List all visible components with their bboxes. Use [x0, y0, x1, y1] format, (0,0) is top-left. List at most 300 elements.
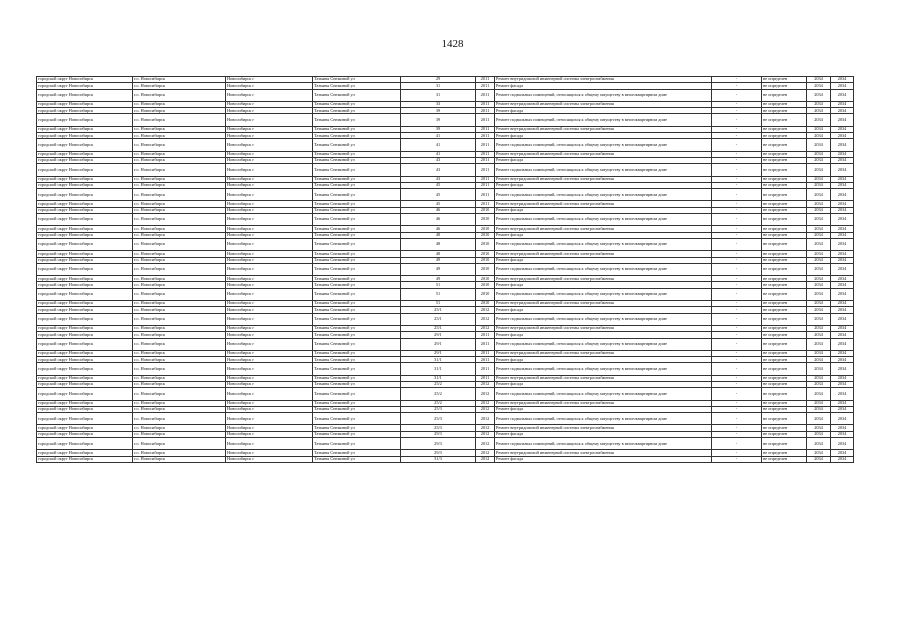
house-number-cell: 31: [401, 89, 476, 101]
street-cell: Татьяны Снежиной ул: [313, 288, 401, 300]
district-cell: городской округ Новосибирск: [37, 400, 133, 406]
dash-cell: -: [712, 157, 762, 163]
settlement-cell: г.о. Новосибирск: [133, 413, 226, 425]
work-type-cell: Ремонт фасада: [495, 133, 712, 139]
dash-cell: -: [712, 313, 762, 325]
settlement-cell: г.о. Новосибирск: [133, 357, 226, 363]
city-cell: Новосибирск г: [226, 151, 313, 157]
work-type-cell: Ремонт внутридомовой инженерной системы электроснабжения: [495, 375, 712, 381]
plan-year-start-cell: 2034: [807, 77, 831, 83]
status-cell: не определен: [762, 276, 807, 282]
status-cell: не определен: [762, 400, 807, 406]
street-cell: Татьяны Снежиной ул: [313, 89, 401, 101]
house-number-cell: 25/2: [401, 388, 476, 400]
build-year-cell: 2012: [476, 381, 495, 387]
plan-year-start-cell: 2034: [807, 108, 831, 114]
house-number-cell: 25/1: [401, 307, 476, 313]
dash-cell: -: [712, 182, 762, 188]
dash-cell: -: [712, 214, 762, 226]
district-cell: городской округ Новосибирск: [37, 381, 133, 387]
build-year-cell: 2011: [476, 139, 495, 151]
work-type-cell: Ремонт подвальных помещений, относящихся к общему имуществу в многоквартирном доме: [495, 89, 712, 101]
street-cell: Татьяны Снежиной ул: [313, 164, 401, 176]
dash-cell: -: [712, 363, 762, 375]
status-cell: не определен: [762, 164, 807, 176]
district-cell: городской округ Новосибирск: [37, 238, 133, 250]
city-cell: Новосибирск г: [226, 238, 313, 250]
street-cell: Татьяны Снежиной ул: [313, 207, 401, 213]
district-cell: городской округ Новосибирск: [37, 101, 133, 107]
work-type-cell: Ремонт подвальных помещений, относящихся к общему имуществу в многоквартирном доме: [495, 238, 712, 250]
status-cell: не определен: [762, 139, 807, 151]
city-cell: Новосибирск г: [226, 101, 313, 107]
settlement-cell: г.о. Новосибирск: [133, 176, 226, 182]
plan-year-start-cell: 2034: [807, 207, 831, 213]
status-cell: не определен: [762, 214, 807, 226]
work-type-cell: Ремонт фасада: [495, 357, 712, 363]
build-year-cell: 2012: [476, 456, 495, 462]
plan-year-start-cell: 2034: [807, 425, 831, 431]
district-cell: городской округ Новосибирск: [37, 313, 133, 325]
house-number-cell: 46: [401, 226, 476, 232]
settlement-cell: г.о. Новосибирск: [133, 425, 226, 431]
plan-year-start-cell: 2034: [807, 456, 831, 462]
district-cell: городской округ Новосибирск: [37, 413, 133, 425]
dash-cell: -: [712, 108, 762, 114]
city-cell: Новосибирск г: [226, 251, 313, 257]
street-cell: Татьяны Снежиной ул: [313, 139, 401, 151]
plan-year-end-cell: 2034: [831, 257, 854, 263]
settlement-cell: г.о. Новосибирск: [133, 238, 226, 250]
status-cell: не определен: [762, 182, 807, 188]
status-cell: не определен: [762, 263, 807, 275]
settlement-cell: г.о. Новосибирск: [133, 307, 226, 313]
plan-year-end-cell: 2034: [831, 431, 854, 437]
street-cell: Татьяны Снежиной ул: [313, 182, 401, 188]
plan-year-start-cell: 2034: [807, 89, 831, 101]
street-cell: Татьяны Снежиной ул: [313, 350, 401, 356]
house-number-cell: 31/1: [401, 363, 476, 375]
plan-year-end-cell: 2034: [831, 108, 854, 114]
street-cell: Татьяны Снежиной ул: [313, 413, 401, 425]
city-cell: Новосибирск г: [226, 307, 313, 313]
repair-table-container: [36, 76, 853, 463]
city-cell: Новосибирск г: [226, 164, 313, 176]
status-cell: не определен: [762, 282, 807, 288]
plan-year-start-cell: 2034: [807, 83, 831, 89]
city-cell: Новосибирск г: [226, 313, 313, 325]
dash-cell: -: [712, 238, 762, 250]
table-row: [37, 438, 854, 450]
dash-cell: -: [712, 381, 762, 387]
plan-year-end-cell: 2034: [831, 413, 854, 425]
settlement-cell: г.о. Новосибирск: [133, 282, 226, 288]
plan-year-end-cell: 2034: [831, 232, 854, 238]
settlement-cell: г.о. Новосибирск: [133, 456, 226, 462]
city-cell: Новосибирск г: [226, 425, 313, 431]
settlement-cell: г.о. Новосибирск: [133, 207, 226, 213]
plan-year-end-cell: 2034: [831, 363, 854, 375]
dash-cell: -: [712, 101, 762, 107]
house-number-cell: 43: [401, 157, 476, 163]
work-type-cell: Ремонт внутридомовой инженерной системы электроснабжения: [495, 201, 712, 207]
status-cell: не определен: [762, 338, 807, 350]
table-body: [37, 77, 854, 463]
district-cell: городской округ Новосибирск: [37, 189, 133, 201]
build-year-cell: 2011: [476, 375, 495, 381]
dash-cell: -: [712, 431, 762, 437]
house-number-cell: 45: [401, 182, 476, 188]
build-year-cell: 2012: [476, 400, 495, 406]
city-cell: Новосибирск г: [226, 189, 313, 201]
street-cell: Татьяны Снежиной ул: [313, 425, 401, 431]
house-number-cell: 29/1: [401, 338, 476, 350]
plan-year-start-cell: 2034: [807, 232, 831, 238]
district-cell: городской округ Новосибирск: [37, 133, 133, 139]
settlement-cell: г.о. Новосибирск: [133, 101, 226, 107]
build-year-cell: 2011: [476, 83, 495, 89]
dash-cell: -: [712, 133, 762, 139]
district-cell: городской округ Новосибирск: [37, 350, 133, 356]
city-cell: Новосибирск г: [226, 325, 313, 331]
plan-year-start-cell: 2034: [807, 375, 831, 381]
dash-cell: -: [712, 139, 762, 151]
status-cell: не определен: [762, 307, 807, 313]
street-cell: Татьяны Снежиной ул: [313, 133, 401, 139]
dash-cell: -: [712, 189, 762, 201]
status-cell: не определен: [762, 126, 807, 132]
city-cell: Новосибирск г: [226, 400, 313, 406]
plan-year-end-cell: 2034: [831, 139, 854, 151]
plan-year-end-cell: 2034: [831, 133, 854, 139]
build-year-cell: 2011: [476, 89, 495, 101]
work-type-cell: Ремонт фасада: [495, 257, 712, 263]
house-number-cell: 29/1: [401, 350, 476, 356]
build-year-cell: 2011: [476, 164, 495, 176]
status-cell: не определен: [762, 201, 807, 207]
plan-year-end-cell: 2034: [831, 450, 854, 456]
status-cell: не определен: [762, 89, 807, 101]
plan-year-end-cell: 2034: [831, 400, 854, 406]
district-cell: городской округ Новосибирск: [37, 438, 133, 450]
district-cell: городской округ Новосибирск: [37, 332, 133, 338]
status-cell: не определен: [762, 114, 807, 126]
city-cell: Новосибирск г: [226, 201, 313, 207]
house-number-cell: 46: [401, 207, 476, 213]
house-number-cell: 31: [401, 83, 476, 89]
house-number-cell: 43: [401, 164, 476, 176]
district-cell: городской округ Новосибирск: [37, 282, 133, 288]
house-number-cell: 46: [401, 214, 476, 226]
plan-year-start-cell: 2034: [807, 400, 831, 406]
plan-year-end-cell: 2034: [831, 238, 854, 250]
work-type-cell: Ремонт подвальных помещений, относящихся к общему имуществу в многоквартирном доме: [495, 139, 712, 151]
city-cell: Новосибирск г: [226, 406, 313, 412]
status-cell: не определен: [762, 313, 807, 325]
street-cell: Татьяны Снежиной ул: [313, 101, 401, 107]
work-type-cell: Ремонт фасада: [495, 108, 712, 114]
city-cell: Новосибирск г: [226, 182, 313, 188]
plan-year-end-cell: 2034: [831, 157, 854, 163]
status-cell: не определен: [762, 226, 807, 232]
build-year-cell: 2011: [476, 151, 495, 157]
status-cell: не определен: [762, 431, 807, 437]
settlement-cell: г.о. Новосибирск: [133, 232, 226, 238]
work-type-cell: Ремонт фасада: [495, 381, 712, 387]
status-cell: не определен: [762, 301, 807, 307]
status-cell: не определен: [762, 77, 807, 83]
work-type-cell: Ремонт подвальных помещений, относящихся к общему имуществу в многоквартирном доме: [495, 189, 712, 201]
city-cell: Новосибирск г: [226, 108, 313, 114]
status-cell: не определен: [762, 425, 807, 431]
city-cell: Новосибирск г: [226, 357, 313, 363]
settlement-cell: г.о. Новосибирск: [133, 301, 226, 307]
street-cell: Татьяны Снежиной ул: [313, 176, 401, 182]
plan-year-start-cell: 2034: [807, 189, 831, 201]
plan-year-end-cell: 2034: [831, 357, 854, 363]
work-type-cell: Ремонт подвальных помещений, относящихся к общему имуществу в многоквартирном доме: [495, 438, 712, 450]
plan-year-end-cell: 2034: [831, 288, 854, 300]
house-number-cell: 25/3: [401, 406, 476, 412]
district-cell: городской округ Новосибирск: [37, 301, 133, 307]
status-cell: не определен: [762, 413, 807, 425]
dash-cell: -: [712, 282, 762, 288]
build-year-cell: 2012: [476, 413, 495, 425]
district-cell: городской округ Новосибирск: [37, 77, 133, 83]
plan-year-start-cell: 2034: [807, 438, 831, 450]
dash-cell: -: [712, 114, 762, 126]
house-number-cell: 49: [401, 263, 476, 275]
district-cell: городской округ Новосибирск: [37, 257, 133, 263]
street-cell: Татьяны Снежиной ул: [313, 238, 401, 250]
build-year-cell: 2011: [476, 357, 495, 363]
city-cell: Новосибирск г: [226, 207, 313, 213]
work-type-cell: Ремонт внутридомовой инженерной системы электроснабжения: [495, 226, 712, 232]
plan-year-end-cell: 2034: [831, 126, 854, 132]
work-type-cell: Ремонт подвальных помещений, относящихся к общему имуществу в многоквартирном доме: [495, 214, 712, 226]
city-cell: Новосибирск г: [226, 126, 313, 132]
plan-year-start-cell: 2034: [807, 313, 831, 325]
work-type-cell: Ремонт фасада: [495, 282, 712, 288]
settlement-cell: г.о. Новосибирск: [133, 151, 226, 157]
table-row: [37, 164, 854, 176]
street-cell: Татьяны Снежиной ул: [313, 108, 401, 114]
city-cell: Новосибирск г: [226, 381, 313, 387]
plan-year-end-cell: 2034: [831, 425, 854, 431]
district-cell: городской округ Новосибирск: [37, 456, 133, 462]
build-year-cell: 2012: [476, 325, 495, 331]
street-cell: Татьяны Снежиной ул: [313, 325, 401, 331]
table-row: [37, 139, 854, 151]
city-cell: Новосибирск г: [226, 276, 313, 282]
house-number-cell: 41: [401, 139, 476, 151]
district-cell: городской округ Новосибирск: [37, 276, 133, 282]
dash-cell: -: [712, 151, 762, 157]
city-cell: Новосибирск г: [226, 363, 313, 375]
settlement-cell: г.о. Новосибирск: [133, 257, 226, 263]
city-cell: Новосибирск г: [226, 139, 313, 151]
plan-year-end-cell: 2034: [831, 89, 854, 101]
house-number-cell: 48: [401, 238, 476, 250]
work-type-cell: Ремонт фасада: [495, 232, 712, 238]
street-cell: Татьяны Снежиной ул: [313, 332, 401, 338]
city-cell: Новосибирск г: [226, 450, 313, 456]
status-cell: не определен: [762, 388, 807, 400]
work-type-cell: Ремонт внутридомовой инженерной системы электроснабжения: [495, 325, 712, 331]
street-cell: Татьяны Снежиной ул: [313, 301, 401, 307]
plan-year-start-cell: 2034: [807, 238, 831, 250]
dash-cell: -: [712, 413, 762, 425]
district-cell: городской округ Новосибирск: [37, 450, 133, 456]
city-cell: Новосибирск г: [226, 263, 313, 275]
status-cell: не определен: [762, 357, 807, 363]
status-cell: не определен: [762, 381, 807, 387]
plan-year-start-cell: 2034: [807, 101, 831, 107]
build-year-cell: 2012: [476, 431, 495, 437]
dash-cell: -: [712, 450, 762, 456]
build-year-cell: 2011: [476, 126, 495, 132]
district-cell: городской округ Новосибирск: [37, 375, 133, 381]
street-cell: Татьяны Снежиной ул: [313, 232, 401, 238]
street-cell: Татьяны Снежиной ул: [313, 381, 401, 387]
district-cell: городской округ Новосибирск: [37, 307, 133, 313]
build-year-cell: 2011: [476, 176, 495, 182]
dash-cell: -: [712, 375, 762, 381]
settlement-cell: г.о. Новосибирск: [133, 325, 226, 331]
street-cell: Татьяны Снежиной ул: [313, 114, 401, 126]
city-cell: Новосибирск г: [226, 301, 313, 307]
settlement-cell: г.о. Новосибирск: [133, 400, 226, 406]
plan-year-end-cell: 2034: [831, 307, 854, 313]
work-type-cell: Ремонт подвальных помещений, относящихся к общему имуществу в многоквартирном доме: [495, 388, 712, 400]
settlement-cell: г.о. Новосибирск: [133, 133, 226, 139]
city-cell: Новосибирск г: [226, 413, 313, 425]
plan-year-start-cell: 2034: [807, 251, 831, 257]
plan-year-start-cell: 2034: [807, 388, 831, 400]
table-row: [37, 214, 854, 226]
district-cell: городской округ Новосибирск: [37, 357, 133, 363]
repair-table: [36, 76, 854, 463]
house-number-cell: 29/3: [401, 450, 476, 456]
dash-cell: -: [712, 456, 762, 462]
city-cell: Новосибирск г: [226, 232, 313, 238]
house-number-cell: 51: [401, 282, 476, 288]
plan-year-start-cell: 2034: [807, 139, 831, 151]
street-cell: Татьяны Снежиной ул: [313, 77, 401, 83]
district-cell: городской округ Новосибирск: [37, 108, 133, 114]
plan-year-end-cell: 2034: [831, 176, 854, 182]
build-year-cell: 2010: [476, 288, 495, 300]
dash-cell: -: [712, 325, 762, 331]
plan-year-end-cell: 2034: [831, 263, 854, 275]
page-number: 1428: [441, 38, 464, 50]
house-number-cell: 29/3: [401, 431, 476, 437]
plan-year-end-cell: 2034: [831, 189, 854, 201]
house-number-cell: 45: [401, 189, 476, 201]
status-cell: не определен: [762, 189, 807, 201]
plan-year-start-cell: 2034: [807, 431, 831, 437]
build-year-cell: 2011: [476, 189, 495, 201]
dash-cell: -: [712, 176, 762, 182]
dash-cell: -: [712, 425, 762, 431]
plan-year-start-cell: 2034: [807, 114, 831, 126]
street-cell: Татьяны Снежиной ул: [313, 251, 401, 257]
city-cell: Новосибирск г: [226, 456, 313, 462]
settlement-cell: г.о. Новосибирск: [133, 157, 226, 163]
status-cell: не определен: [762, 207, 807, 213]
work-type-cell: Ремонт подвальных помещений, относящихся к общему имуществу в многоквартирном доме: [495, 363, 712, 375]
city-cell: Новосибирск г: [226, 438, 313, 450]
city-cell: Новосибирск г: [226, 114, 313, 126]
house-number-cell: 25/1: [401, 313, 476, 325]
house-number-cell: 48: [401, 232, 476, 238]
plan-year-end-cell: 2034: [831, 207, 854, 213]
house-number-cell: 29/1: [401, 332, 476, 338]
build-year-cell: 2012: [476, 388, 495, 400]
build-year-cell: 2012: [476, 307, 495, 313]
house-number-cell: 51: [401, 288, 476, 300]
build-year-cell: 2011: [476, 350, 495, 356]
settlement-cell: г.о. Новосибирск: [133, 363, 226, 375]
plan-year-end-cell: 2034: [831, 276, 854, 282]
district-cell: городской округ Новосибирск: [37, 164, 133, 176]
house-number-cell: 39: [401, 108, 476, 114]
table-row: [37, 363, 854, 375]
dash-cell: -: [712, 226, 762, 232]
district-cell: городской округ Новосибирск: [37, 363, 133, 375]
dash-cell: -: [712, 357, 762, 363]
plan-year-start-cell: 2034: [807, 201, 831, 207]
house-number-cell: 49: [401, 276, 476, 282]
district-cell: городской округ Новосибирск: [37, 406, 133, 412]
house-number-cell: 25/2: [401, 381, 476, 387]
city-cell: Новосибирск г: [226, 288, 313, 300]
status-cell: не определен: [762, 288, 807, 300]
plan-year-start-cell: 2034: [807, 406, 831, 412]
plan-year-end-cell: 2034: [831, 381, 854, 387]
status-cell: не определен: [762, 438, 807, 450]
plan-year-end-cell: 2034: [831, 182, 854, 188]
house-number-cell: 39: [401, 114, 476, 126]
build-year-cell: 2011: [476, 114, 495, 126]
district-cell: городской округ Новосибирск: [37, 338, 133, 350]
city-cell: Новосибирск г: [226, 176, 313, 182]
settlement-cell: г.о. Новосибирск: [133, 182, 226, 188]
city-cell: Новосибирск г: [226, 133, 313, 139]
district-cell: городской округ Новосибирск: [37, 226, 133, 232]
house-number-cell: 48: [401, 251, 476, 257]
work-type-cell: Ремонт внутридомовой инженерной системы электроснабжения: [495, 77, 712, 83]
city-cell: Новосибирск г: [226, 226, 313, 232]
street-cell: Татьяны Снежиной ул: [313, 375, 401, 381]
build-year-cell: 2010: [476, 276, 495, 282]
settlement-cell: г.о. Новосибирск: [133, 438, 226, 450]
dash-cell: -: [712, 400, 762, 406]
street-cell: Татьяны Снежиной ул: [313, 431, 401, 437]
dash-cell: -: [712, 301, 762, 307]
settlement-cell: г.о. Новосибирск: [133, 251, 226, 257]
work-type-cell: Ремонт подвальных помещений, относящихся к общему имуществу в многоквартирном доме: [495, 164, 712, 176]
city-cell: Новосибирск г: [226, 338, 313, 350]
build-year-cell: 2012: [476, 438, 495, 450]
dash-cell: -: [712, 201, 762, 207]
settlement-cell: г.о. Новосибирск: [133, 139, 226, 151]
house-number-cell: 41: [401, 151, 476, 157]
house-number-cell: 25/3: [401, 413, 476, 425]
work-type-cell: Ремонт подвальных помещений, относящихся к общему имуществу в многоквартирном доме: [495, 338, 712, 350]
district-cell: городской округ Новосибирск: [37, 139, 133, 151]
build-year-cell: 2011: [476, 338, 495, 350]
